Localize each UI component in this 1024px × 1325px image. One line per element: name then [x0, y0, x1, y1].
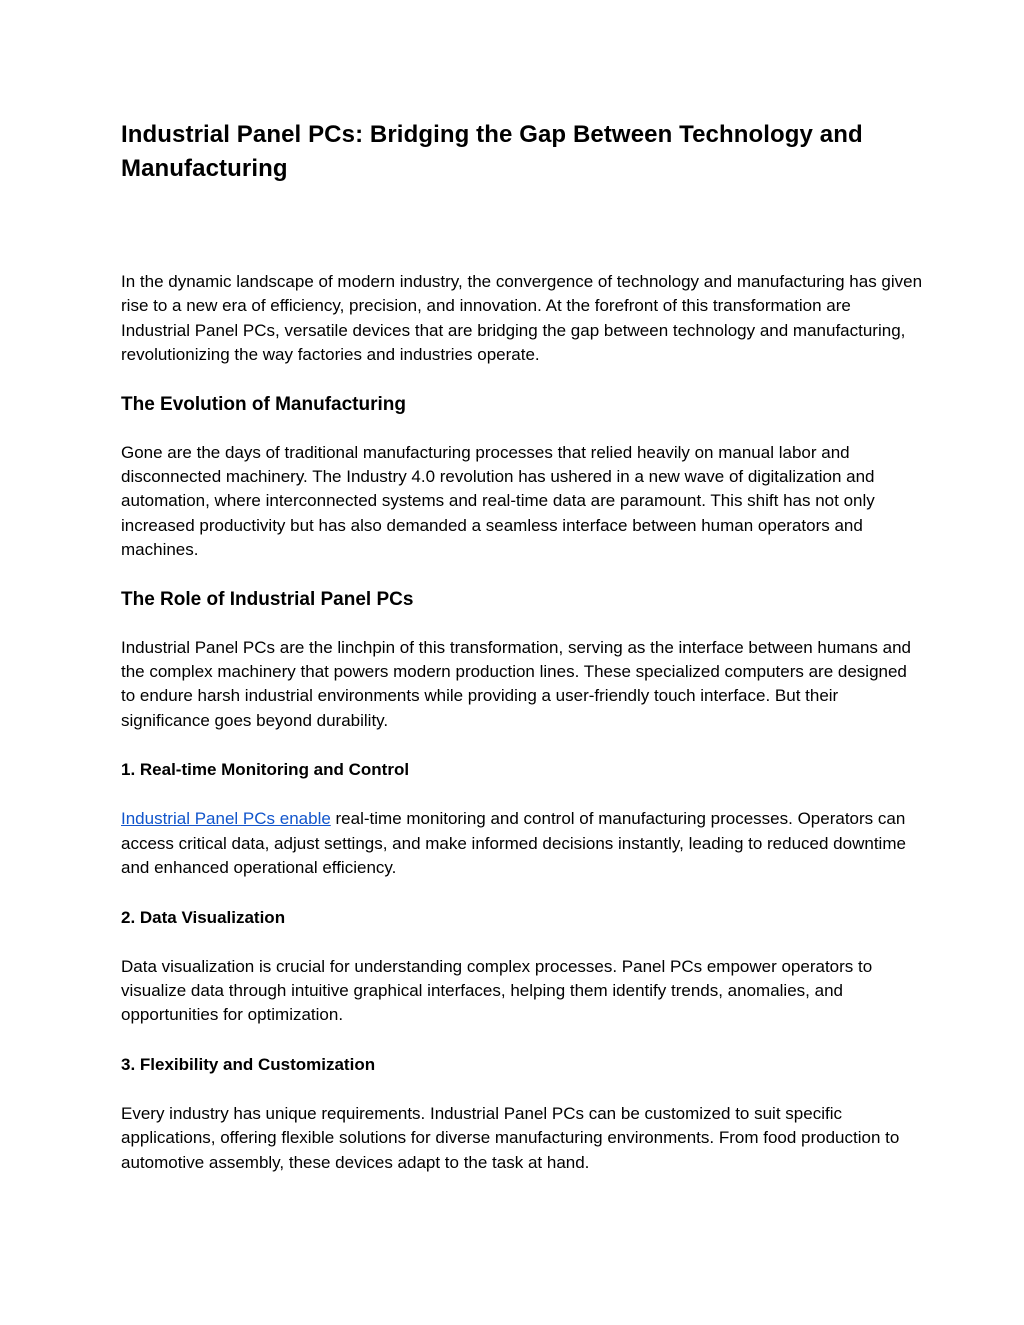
section-paragraph-role: Industrial Panel PCs are the linchpin of this transformation, serving as the interface between humans and the complex machinery that powers modern production lines. These specialized computers are designed to endure harsh industrial environments while providing a user-friendly touch interface. But their significance goes beyond durability. — [121, 637, 911, 730]
section-heading-role: The Role of Industrial Panel PCs — [121, 588, 414, 610]
subsection-paragraph-flexibility: Every industry has unique requirements. Industrial Panel PCs can be customized to suit specific applications, offering flexible solutions for diverse manufacturing environments. From food production to automotive assembly, these devices adapt to the task at hand. — [121, 1103, 900, 1172]
subsection-paragraph-visualization: Data visualization is crucial for understanding complex processes. Panel PCs empower operators to visualize data through intuitive graphical interfaces, helping them identify trends, anomalies, and opportunities for optimization. — [121, 956, 873, 1025]
subsection-heading-visualization: 2. Data Visualization — [121, 907, 286, 927]
subsection-heading-monitoring: 1. Real-time Monitoring and Control — [121, 760, 410, 780]
intro-paragraph: In the dynamic landscape of modern industry, the convergence of technology and manufacturing has given rise to a new era of efficiency, precision, and innovation. At the forefront of this transformation are Industrial Panel PCs, versatile devices that are bridging the gap between technology and manufacturing, revolutionizing the way factories and industries operate. — [121, 272, 923, 365]
section-heading-evolution: The Evolution of Manufacturing — [121, 393, 406, 415]
industrial-panel-pcs-link[interactable]: Industrial Panel PCs enable — [121, 809, 331, 829]
section-paragraph-evolution: Gone are the days of traditional manufacturing processes that relied heavily on manual labor and disconnected machinery. The Industry 4.0 revolution has ushered in a new wave of digitalization and automation, where interconnected systems and real-time data are paramount. This shift has not only increased productivity but has also demanded a seamless interface between human operators and machines. — [121, 442, 875, 560]
subsection-paragraph-monitoring-text: real-time monitoring and control of manufacturing processes. Operators can access critical data, adjust settings, and make informed decisions instantly, leading to reduced downtime and enhanced operational efficiency. — [121, 809, 906, 878]
document-title: Industrial Panel PCs: Bridging the Gap Between Technology and Manufacturing — [121, 121, 863, 182]
subsection-paragraph-monitoring — [121, 807, 924, 880]
subsection-heading-flexibility: 3. Flexibility and Customization — [121, 1054, 376, 1074]
